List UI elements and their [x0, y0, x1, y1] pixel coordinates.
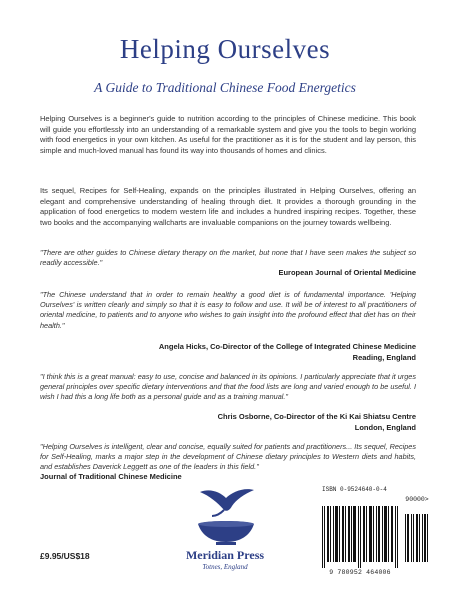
- book-subtitle: A Guide to Traditional Chinese Food Energetics: [94, 80, 356, 95]
- review-attribution: Chris Osborne, Co-Director of the Ki Kai Shiatsu Centre: [217, 412, 416, 421]
- book-title: Helping Ourselves: [119, 34, 331, 64]
- publisher-name: Meridian Press: [185, 548, 265, 562]
- sequel-paragraph: Its sequel, Recipes for Self-Healing, expands on the principles illustrated in Helping Ourselves, offering an elegant and comprehensive understanding of healing through diet. It provides a thorough grounding in the application of food energetics to modern western life and includes a hundred inspiring recipes. Together, these two books and the accompanying wallcharts are invaluable companions on the journey towards wellbeing.: [40, 186, 416, 227]
- bird-over-bowl-icon: [186, 486, 266, 548]
- addon-barcode-icon: [404, 506, 430, 562]
- ean-barcode-icon: [320, 506, 400, 568]
- publisher-place: Totnes, England: [202, 563, 248, 571]
- barcode-addon-number: 90000>: [405, 496, 429, 503]
- description-paragraph: Helping Ourselves is a beginner's guide to nutrition according to the principles of Chinese medicine. This book will guide you effortlessly into an understanding of a remarkable system and give you the tools to begin working with food energetics in your own kitchen. As useful for the practitioner as it is for the student and lay person, this simple and much-loved manual has found its way into thousands of homes and clinics.: [40, 114, 416, 155]
- barcode-number: 9 780952 464006: [329, 569, 391, 576]
- barcode: [320, 496, 430, 574]
- price: £9.95/US$18: [40, 551, 90, 561]
- review-quote: "There are other guides to Chinese dietary therapy on the market, but none that I have seen makes the subject so readily accessible.": [40, 248, 416, 268]
- review-attribution-location: London, England: [354, 423, 416, 432]
- review-attribution: European Journal of Oriental Medicine: [278, 268, 416, 277]
- review-attribution: Angela Hicks, Co-Director of the College of Integrated Chinese Medicine: [158, 342, 416, 351]
- review-attribution-location: Reading, England: [352, 353, 416, 362]
- review-quote: "Helping Ourselves is intelligent, clear and concise, equally suited for patients and practitioners... Its sequel, Recipes for Self-Healing, marks a major step in the development of Chinese dietary principles to Western diets and habits, and establishes Daverick Leggett as one of the leaders in this field.": [40, 442, 416, 472]
- review-attribution: Journal of Traditional Chinese Medicine: [40, 472, 182, 481]
- isbn: ISBN 0-9524640-0-4: [322, 486, 387, 493]
- review-quote: "The Chinese understand that in order to remain healthy a good diet is of fundamental importance. 'Helping Ourselves' is written clearly and simply so that it is easy to follow and use. It will be of interest to all practitioners of oriental medicine, to patients and to anyone who wishes to gain insight into the profound effect that diet has on their health.": [40, 290, 416, 330]
- review-quote: "I think this is a great manual: easy to use, concise and balanced in its opinions. I particularly appreciate that it urges general principles over specific dietary interventions and that the food lists are long and varied enough to be useful. I wish I had this a long life both as a personal guide and as a training manual.": [40, 372, 416, 402]
